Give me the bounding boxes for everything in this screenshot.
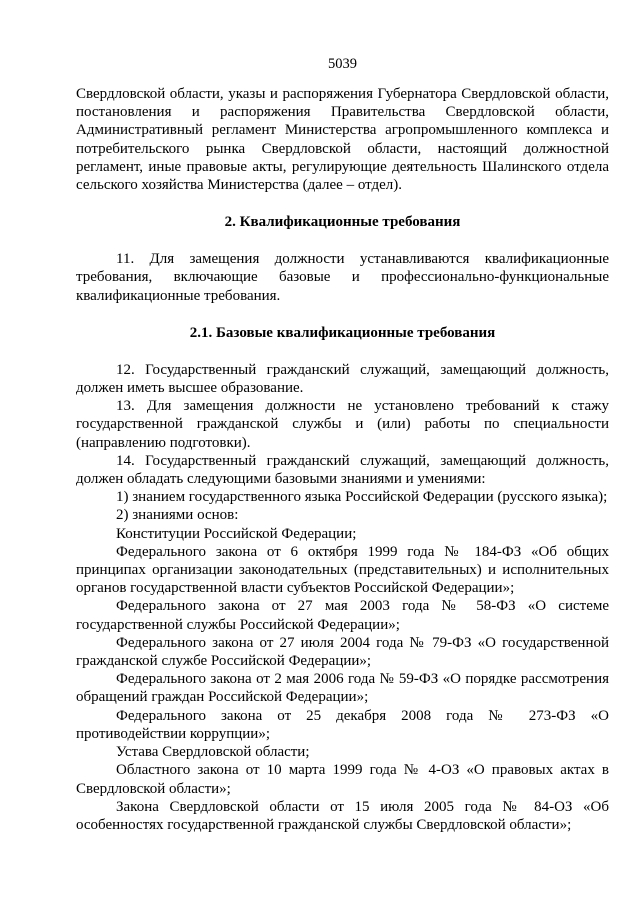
paragraph-13: 13. Для замещения должности не установлено требований к стажу государственной гражданской службы и (или) работы по специальности (направлению подготовки).: [76, 398, 609, 451]
paragraph-14: 14. Государственный гражданский служащий, замещающий должность, должен обладать следующими базовыми знаниями и умениями:: [76, 452, 609, 488]
law-59-fz: Федерального закона от 2 мая 2006 года № 59-ФЗ «О порядке рассмотрения обращений граждан Российской Федерации»;: [76, 671, 609, 706]
law-84-oz: Закона Свердловской области от 15 июля 2005 года № 84-ОЗ «Об особенностях государственной гражданской службы Свердловской области»;: [76, 798, 609, 833]
law-58-fz: Федерального закона от 27 мая 2003 года № 58-ФЗ «О системе государственной службы Российской Федерации»;: [76, 598, 609, 633]
paragraph-12: 12. Государственный гражданский служащий, замещающий должность, должен иметь высшее образование.: [76, 361, 609, 397]
document-page: [76, 55, 609, 834]
list-item-1: 1) знанием государственного языка Российской Федерации (русского языка);: [116, 489, 608, 506]
list-item-2: 2) знаниями основ:: [116, 507, 239, 524]
charter-sverdlovsk: Устава Свердловской области;: [116, 744, 310, 761]
page-number: 5039: [328, 56, 357, 72]
law-constitution: Конституции Российской Федерации;: [116, 525, 357, 542]
section-2-heading: 2. Квалификационные требования: [224, 214, 461, 231]
paragraph-11: 11. Для замещения должности устанавливаются квалификационные требования, включающие базовые и профессионально-функциональные квалификационные требования.: [76, 251, 609, 304]
section-2-1-heading: 2.1. Базовые квалификационные требования: [189, 324, 496, 341]
law-184-fz: Федерального закона от 6 октября 1999 года № 184-ФЗ «Об общих принципах организации законодательных (представительных) и исполнительных органов государственной власти субъектов Российской Федерации»;: [76, 543, 609, 597]
law-4-oz: Областного закона от 10 марта 1999 года № 4-ОЗ «О правовых актах в Свердловской области»;: [76, 762, 609, 797]
law-79-fz: Федерального закона от 27 июля 2004 года № 79-ФЗ «О государственной гражданской службе Российской Федерации»;: [76, 634, 609, 670]
intro-paragraph: Свердловской области, указы и распоряжения Губернатора Свердловской области, постановления и распоряжения Правительства Свердловской области, Административный регламент Министерства агропромышленного комплекса и потребительского рынка Свердловской области, настоящий должностной регламент, иные правовые акты, регулирующие деятельность Шалинского отдела сельского хозяйства Министерства (далее – отдел).: [76, 86, 609, 194]
law-273-fz: Федерального закона от 25 декабря 2008 года № 273-ФЗ «О противодействии коррупции»;: [76, 707, 609, 742]
